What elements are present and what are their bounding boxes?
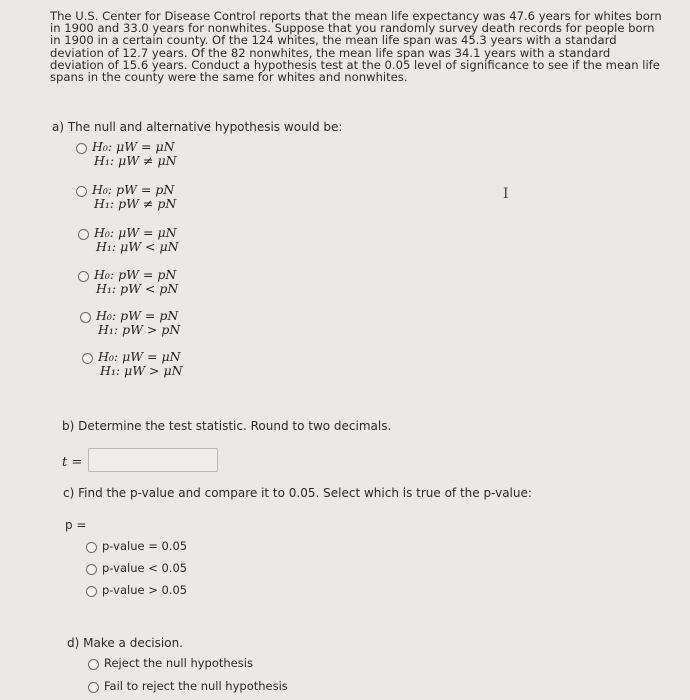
option-label: p-value < 0.05	[102, 561, 188, 575]
radio-button[interactable]	[86, 542, 97, 553]
h1-text: H₁: μW > μN	[100, 363, 183, 378]
option-label: p-value > 0.05	[102, 583, 188, 597]
part-b-label: b) Determine the test statistic. Round to two decimals.	[62, 419, 392, 433]
part-c-label: c) Find the p-value and compare it to 0.05. Select which is true of the p-value:	[63, 486, 532, 500]
h1-text: H₁: pW < pN	[96, 281, 179, 296]
radio-button[interactable]	[88, 659, 99, 670]
p-label: p =	[65, 518, 87, 532]
h1-text: H₁: μW < μN	[96, 239, 179, 254]
h0-text: H₀: μW = μN	[92, 139, 175, 154]
part-d-label: d) Make a decision.	[67, 636, 183, 650]
radio-button[interactable]	[80, 312, 91, 323]
p-value-option-1[interactable]	[86, 539, 187, 553]
h0-text: H₀: pW = pN	[94, 267, 177, 282]
radio-button[interactable]	[88, 682, 99, 693]
problem-statement: The U.S. Center for Disease Control reports that the mean life expectancy was 47.6 years for whites born in 1900 and 33.0 years for nonwhites. Suppose that you randomly survey death records for people born in 1900 in a certain county. Of the 124 whites, the mean life span was 45.3 years with a standard deviation of 12.7 years. Of the 82 nonwhites, the mean life span was 34.1 years with a standard deviation of 15.6 years. Conduct a hypothesis test at the 0.05 level of significance to see if the mean life spans in the county were the same for whites and nonwhites.	[50, 9, 662, 85]
hypothesis-option-6[interactable]	[82, 350, 183, 378]
radio-button[interactable]	[86, 586, 97, 597]
hypothesis-option-4[interactable]	[78, 268, 178, 296]
radio-button[interactable]	[82, 353, 93, 364]
h1-text: H₁: pW > pN	[98, 322, 181, 337]
radio-button[interactable]	[78, 229, 89, 240]
h1-text: H₁: μW ≠ μN	[94, 153, 177, 168]
h0-text: H₀: pW = pN	[96, 308, 179, 323]
p-value-option-3[interactable]	[86, 583, 187, 597]
hypothesis-option-3[interactable]	[78, 226, 179, 254]
radio-button[interactable]	[78, 271, 89, 282]
option-label: Reject the null hypothesis	[104, 656, 253, 670]
hypothesis-option-5[interactable]	[80, 309, 180, 337]
p-value-option-2[interactable]	[86, 561, 187, 575]
radio-button[interactable]	[76, 143, 87, 154]
decision-option-fail-to-reject[interactable]	[88, 679, 288, 693]
hypothesis-option-2[interactable]	[76, 183, 176, 211]
text-cursor-icon: I	[503, 186, 509, 202]
radio-button[interactable]	[76, 186, 87, 197]
h0-text: H₀: pW = pN	[92, 182, 175, 197]
option-label: Fail to reject the null hypothesis	[104, 679, 288, 693]
h1-text: H₁: pW ≠ pN	[94, 196, 177, 211]
option-label: p-value = 0.05	[102, 539, 188, 553]
decision-option-reject[interactable]	[88, 656, 253, 670]
hypothesis-option-1[interactable]	[76, 140, 177, 168]
part-a-label: a) The null and alternative hypothesis would be:	[52, 120, 343, 134]
t-label: t =	[62, 455, 83, 470]
radio-button[interactable]	[86, 564, 97, 575]
test-statistic-input[interactable]	[88, 448, 218, 472]
h0-text: H₀: μW = μN	[98, 349, 181, 364]
h0-text: H₀: μW = μN	[94, 225, 177, 240]
